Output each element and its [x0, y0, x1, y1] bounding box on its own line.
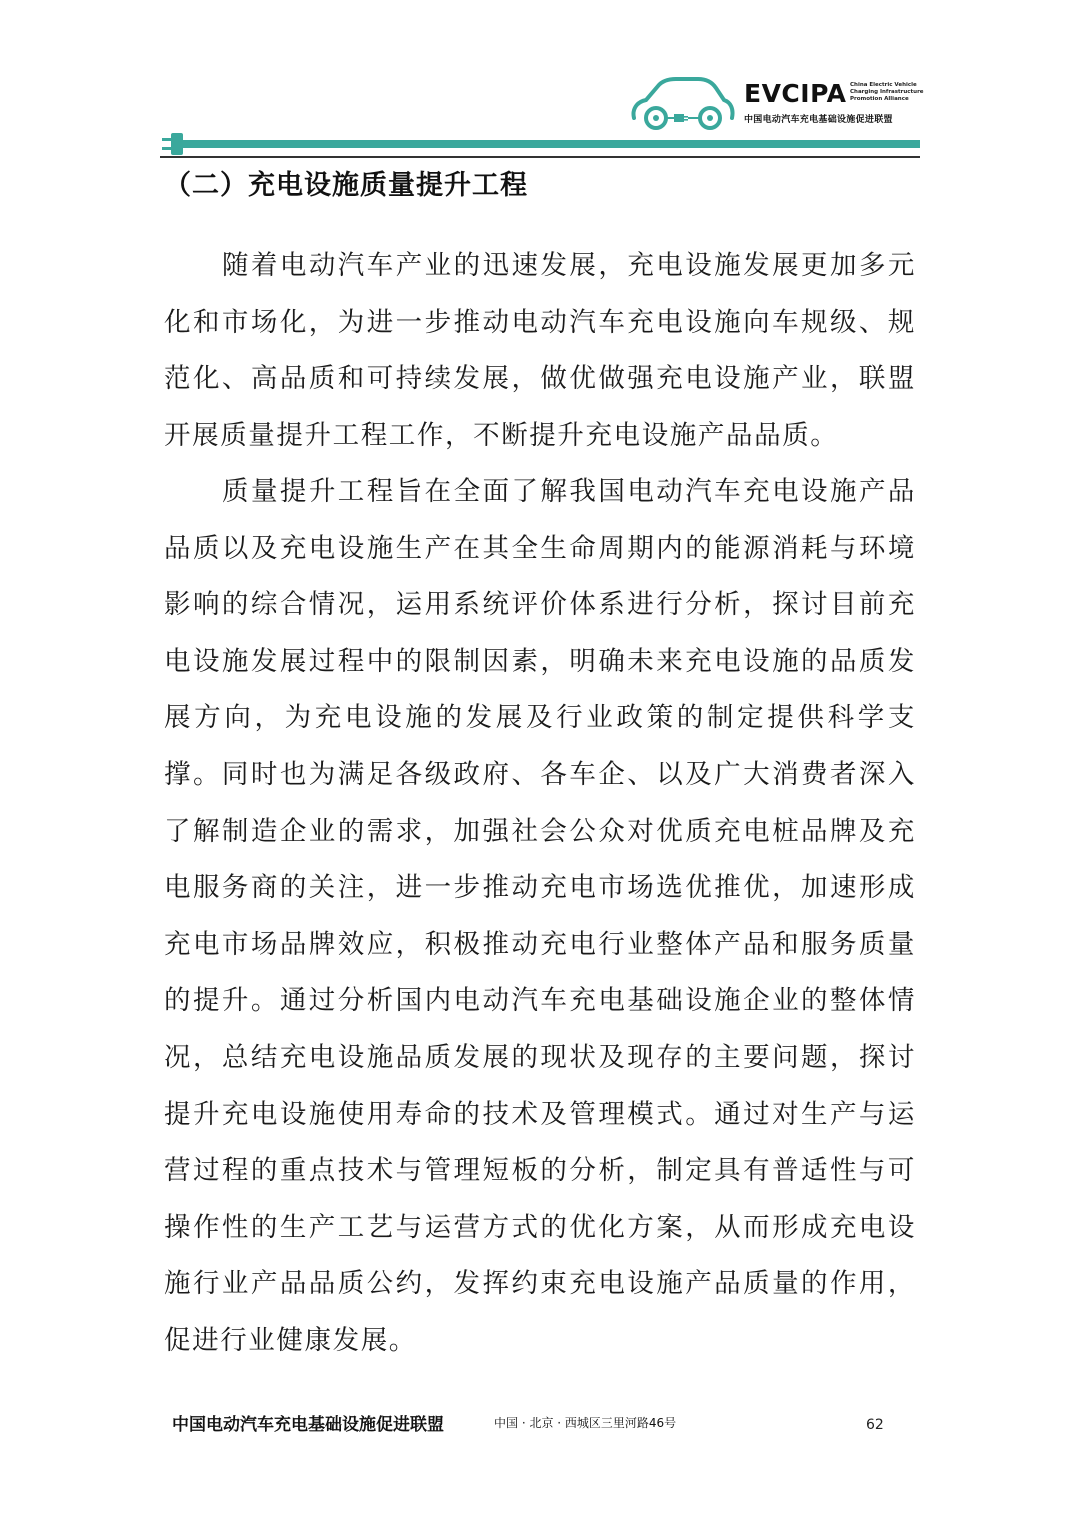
body-paragraph: 随着电动汽车产业的迅速发展，充电设施发展更加多元化和市场化，为进一步推动电动汽车充电设施向车规级、规范化、高品质和可持续发展，做优做强充电设施产业，联盟开展质量提升工程工作，不断提升充电设施产品品质。: [164, 250, 916, 451]
footer-organization: 中国电动汽车充电基础设施促进联盟: [172, 1415, 444, 1435]
page-number: 62: [866, 1417, 884, 1433]
alliance-logo: [744, 80, 924, 128]
plug-divider-icon: [160, 132, 920, 162]
footer-address: 中国 · 北京 · 西城区三里河路46号: [494, 1416, 677, 1430]
logo-wordmark: EVCIPA: [744, 79, 847, 108]
logo-en-line: China Electric Vehicle: [850, 82, 917, 88]
page-header: [0, 0, 1080, 170]
logo-en-line: Charging Infrastructure: [850, 89, 924, 95]
body-paragraph: 质量提升工程旨在全面了解我国电动汽车充电设施产品品质以及充电设施生产在其全生命周期内的能源消耗与环境影响的综合情况，运用系统评价体系进行分析，探讨目前充电设施发展过程中的限制因素，明确未来充电设施的品质发展方向，为充电设施的发展及行业政策的制定提供科学支撑。同时也为满足各级政府、各车企、以及广大消费者深入了解制造企业的需求，加强社会公众对优质充电桩品牌及充电服务商的关注，进一步推动充电市场选优推优，加速形成充电市场品牌效应，积极推动充电行业整体产品和服务质量的提升。通过分析国内电动汽车充电基础设施企业的整体情况，总结充电设施品质发展的现状及现存的主要问题，探讨提升充电设施使用寿命的技术及管理模式。通过对生产与运营过程的重点技术与管理短板的分析，制定具有普适性与可操作性的生产工艺与运营方式的优化方案，从而形成充电设施行业产品品质公约，发挥约束充电设施产品质量的作用，促进行业健康发展。: [164, 476, 916, 1356]
section-title: （二）充电设施质量提升工程: [164, 170, 528, 201]
ev-car-logo-icon: [628, 72, 736, 132]
logo-en-line: Promotion Alliance: [850, 96, 909, 102]
logo-english-name: [850, 82, 922, 103]
logo-chinese-name: 中国电动汽车充电基础设施促进联盟: [744, 115, 893, 125]
